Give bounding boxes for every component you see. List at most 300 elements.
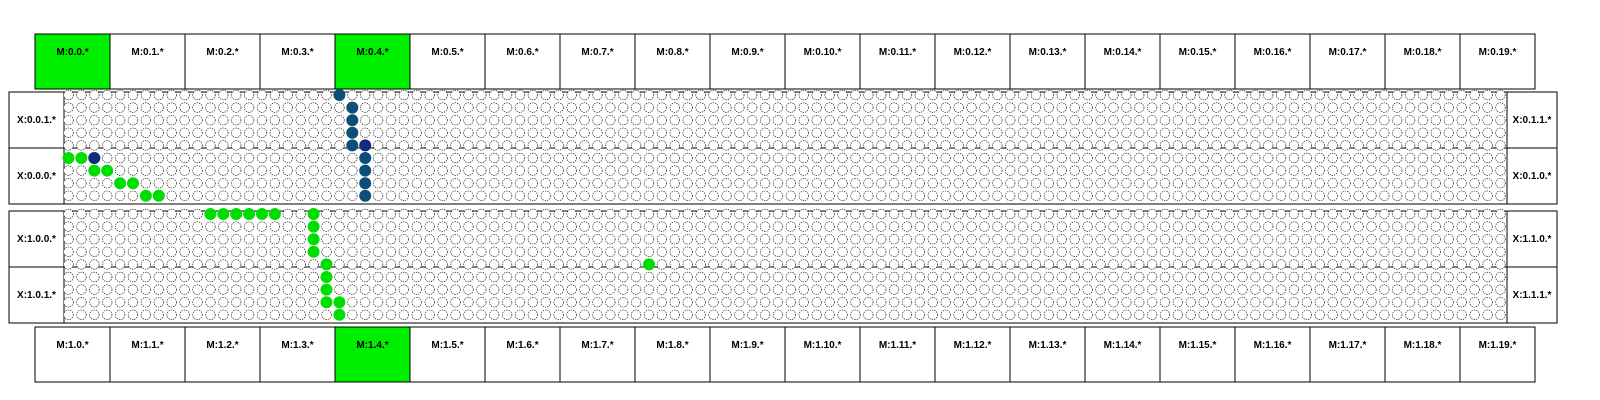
grid-node bbox=[1109, 310, 1119, 320]
grid-node bbox=[657, 128, 667, 138]
grid-node bbox=[889, 222, 899, 232]
grid-node bbox=[954, 103, 964, 113]
grid-node bbox=[760, 166, 770, 176]
grid-node bbox=[851, 222, 861, 232]
grid-node bbox=[541, 209, 551, 219]
grid-node bbox=[851, 272, 861, 282]
grid-node bbox=[773, 260, 783, 270]
grid-node bbox=[502, 234, 512, 244]
grid-node bbox=[399, 153, 409, 163]
grid-node bbox=[283, 166, 293, 176]
grid-node bbox=[1147, 103, 1157, 113]
grid-node bbox=[1057, 103, 1067, 113]
grid-node bbox=[231, 115, 241, 125]
grid-node bbox=[1225, 115, 1235, 125]
grid-node bbox=[838, 191, 848, 201]
module-label: M:0.18.* bbox=[1403, 47, 1442, 58]
grid-node bbox=[1418, 90, 1428, 100]
grid-node bbox=[993, 166, 1003, 176]
grid-node bbox=[1302, 209, 1312, 219]
grid-node bbox=[851, 141, 861, 151]
grid-node bbox=[993, 90, 1003, 100]
grid-node bbox=[773, 90, 783, 100]
module-label: M:1.3.* bbox=[281, 340, 314, 351]
grid-node bbox=[1457, 310, 1467, 320]
grid-node bbox=[154, 285, 164, 295]
module-cell bbox=[485, 327, 560, 382]
grid-node bbox=[477, 310, 487, 320]
grid-node bbox=[1018, 234, 1028, 244]
grid-node bbox=[528, 209, 538, 219]
grid-node bbox=[322, 234, 332, 244]
grid-node bbox=[1263, 310, 1273, 320]
grid-node bbox=[167, 285, 177, 295]
grid-node bbox=[477, 297, 487, 307]
grid-node bbox=[786, 141, 796, 151]
grid-node bbox=[515, 297, 525, 307]
grid-node bbox=[928, 191, 938, 201]
module-cell bbox=[485, 34, 560, 89]
module-cell bbox=[1235, 34, 1310, 89]
grid-node bbox=[64, 272, 74, 282]
grid-node bbox=[1315, 222, 1325, 232]
grid-node bbox=[1173, 103, 1183, 113]
module-cell bbox=[35, 34, 110, 89]
grid-node bbox=[1005, 285, 1015, 295]
grid-node bbox=[309, 90, 319, 100]
grid-node bbox=[735, 115, 745, 125]
grid-node bbox=[180, 141, 190, 151]
grid-node bbox=[296, 297, 306, 307]
grid-node bbox=[967, 247, 977, 257]
grid-node bbox=[1005, 90, 1015, 100]
grid-node bbox=[812, 222, 822, 232]
module-cell bbox=[785, 34, 860, 89]
grid-node bbox=[451, 247, 461, 257]
grid-node bbox=[773, 234, 783, 244]
grid-node bbox=[1444, 141, 1454, 151]
grid-node bbox=[1496, 285, 1506, 295]
grid-node bbox=[128, 310, 138, 320]
grid-node bbox=[219, 260, 229, 270]
grid-node bbox=[1070, 222, 1080, 232]
grid-node bbox=[1083, 222, 1093, 232]
grid-node bbox=[309, 260, 319, 270]
grid-node bbox=[141, 209, 151, 219]
grid-node bbox=[825, 209, 835, 219]
grid-node bbox=[773, 222, 783, 232]
grid-node bbox=[502, 178, 512, 188]
grid-node bbox=[644, 103, 654, 113]
grid-node bbox=[1122, 247, 1132, 257]
grid-node bbox=[1186, 166, 1196, 176]
grid-node bbox=[502, 191, 512, 201]
grid-node bbox=[399, 141, 409, 151]
grid-node bbox=[1173, 222, 1183, 232]
grid-node bbox=[193, 310, 203, 320]
grid-node bbox=[1018, 222, 1028, 232]
grid-node bbox=[373, 222, 383, 232]
grid-node bbox=[993, 141, 1003, 151]
grid-node bbox=[515, 103, 525, 113]
grid-node bbox=[219, 234, 229, 244]
grid-node bbox=[722, 247, 732, 257]
grid-node bbox=[1367, 191, 1377, 201]
grid-node bbox=[1431, 260, 1441, 270]
grid-node bbox=[631, 141, 641, 151]
grid-node bbox=[438, 153, 448, 163]
grid-node bbox=[1457, 260, 1467, 270]
grid-node bbox=[644, 178, 654, 188]
grid-node bbox=[528, 153, 538, 163]
grid-node bbox=[967, 209, 977, 219]
grid-node bbox=[593, 297, 603, 307]
grid-node bbox=[64, 209, 74, 219]
grid-node bbox=[141, 153, 151, 163]
grid-node bbox=[864, 90, 874, 100]
grid-node bbox=[773, 128, 783, 138]
grid-node bbox=[77, 222, 87, 232]
grid-node bbox=[799, 115, 809, 125]
grid-node bbox=[502, 103, 512, 113]
grid-node bbox=[1367, 178, 1377, 188]
grid-node bbox=[1496, 222, 1506, 232]
grid-node bbox=[1186, 128, 1196, 138]
grid-node bbox=[64, 103, 74, 113]
grid-node bbox=[760, 178, 770, 188]
grid-node bbox=[1405, 297, 1415, 307]
grid-node bbox=[1315, 103, 1325, 113]
grid-node bbox=[993, 191, 1003, 201]
grid-node bbox=[747, 115, 757, 125]
grid-node bbox=[799, 191, 809, 201]
grid-node bbox=[618, 222, 628, 232]
grid-node bbox=[180, 115, 190, 125]
grid-node bbox=[902, 234, 912, 244]
grid-node bbox=[670, 153, 680, 163]
grid-node bbox=[154, 115, 164, 125]
grid-node bbox=[657, 115, 667, 125]
grid-node bbox=[154, 103, 164, 113]
grid-node bbox=[1354, 178, 1364, 188]
grid-node bbox=[1212, 272, 1222, 282]
grid-node bbox=[425, 115, 435, 125]
grid-node bbox=[1031, 209, 1041, 219]
grid-node bbox=[1238, 285, 1248, 295]
grid-node bbox=[1238, 247, 1248, 257]
grid-node bbox=[399, 209, 409, 219]
grid-node bbox=[1483, 222, 1493, 232]
grid-node bbox=[489, 272, 499, 282]
grid-node bbox=[102, 141, 112, 151]
grid-node bbox=[864, 310, 874, 320]
grid-node bbox=[1496, 310, 1506, 320]
grid-node bbox=[541, 128, 551, 138]
grid-node bbox=[1302, 297, 1312, 307]
grid-node bbox=[760, 141, 770, 151]
grid-node bbox=[1470, 90, 1480, 100]
grid-node bbox=[1418, 166, 1428, 176]
grid-node bbox=[1444, 285, 1454, 295]
grid-node bbox=[851, 260, 861, 270]
grid-node bbox=[1057, 141, 1067, 151]
grid-node bbox=[696, 285, 706, 295]
grid-node bbox=[618, 115, 628, 125]
grid-node bbox=[1263, 272, 1273, 282]
grid-node bbox=[1496, 103, 1506, 113]
grid-node bbox=[1457, 272, 1467, 282]
grid-node bbox=[167, 103, 177, 113]
grid-node bbox=[348, 234, 358, 244]
grid-node bbox=[864, 115, 874, 125]
grid-node bbox=[915, 234, 925, 244]
grid-node bbox=[889, 297, 899, 307]
grid-node bbox=[528, 115, 538, 125]
grid-node bbox=[515, 222, 525, 232]
grid-node bbox=[928, 178, 938, 188]
module-label: M:0.19.* bbox=[1478, 47, 1517, 58]
grid-node bbox=[1251, 103, 1261, 113]
active-node bbox=[359, 139, 371, 151]
grid-node bbox=[1018, 285, 1028, 295]
grid-node bbox=[1431, 297, 1441, 307]
grid-node bbox=[1096, 285, 1106, 295]
grid-node bbox=[1031, 222, 1041, 232]
grid-node bbox=[193, 260, 203, 270]
grid-node bbox=[489, 209, 499, 219]
grid-node bbox=[399, 272, 409, 282]
grid-node bbox=[1444, 128, 1454, 138]
grid-node bbox=[1212, 191, 1222, 201]
grid-node bbox=[722, 141, 732, 151]
grid-node bbox=[567, 115, 577, 125]
grid-node bbox=[64, 222, 74, 232]
grid-node bbox=[838, 310, 848, 320]
grid-node bbox=[915, 141, 925, 151]
grid-node bbox=[270, 285, 280, 295]
grid-node bbox=[1147, 209, 1157, 219]
grid-node bbox=[1328, 153, 1338, 163]
grid-node bbox=[799, 260, 809, 270]
grid-node bbox=[1096, 128, 1106, 138]
grid-node bbox=[1225, 166, 1235, 176]
side-label-right: X:0.1.1.* bbox=[1512, 115, 1552, 126]
grid-node bbox=[309, 272, 319, 282]
grid-node bbox=[812, 166, 822, 176]
grid-node bbox=[1431, 90, 1441, 100]
grid-node bbox=[735, 166, 745, 176]
grid-node bbox=[1122, 297, 1132, 307]
grid-node bbox=[889, 178, 899, 188]
grid-node bbox=[1005, 166, 1015, 176]
grid-node bbox=[889, 128, 899, 138]
grid-node bbox=[593, 128, 603, 138]
grid-node bbox=[373, 234, 383, 244]
grid-node bbox=[1225, 247, 1235, 257]
grid-node bbox=[618, 103, 628, 113]
grid-node bbox=[128, 141, 138, 151]
grid-node bbox=[1315, 141, 1325, 151]
side-label-right: X:1.1.0.* bbox=[1512, 234, 1552, 245]
grid-node bbox=[1109, 222, 1119, 232]
grid-node bbox=[1186, 103, 1196, 113]
grid-node bbox=[554, 234, 564, 244]
grid-node bbox=[1160, 222, 1170, 232]
grid-node bbox=[567, 285, 577, 295]
grid-node bbox=[1238, 191, 1248, 201]
grid-node bbox=[489, 260, 499, 270]
grid-node bbox=[1018, 209, 1028, 219]
grid-node bbox=[489, 247, 499, 257]
grid-node bbox=[657, 297, 667, 307]
grid-node bbox=[1405, 234, 1415, 244]
grid-node bbox=[941, 260, 951, 270]
grid-node bbox=[77, 178, 87, 188]
grid-node bbox=[567, 234, 577, 244]
grid-node bbox=[1070, 153, 1080, 163]
grid-node bbox=[1212, 260, 1222, 270]
grid-node bbox=[1315, 90, 1325, 100]
grid-node bbox=[670, 115, 680, 125]
grid-node bbox=[115, 103, 125, 113]
grid-node bbox=[489, 310, 499, 320]
grid-node bbox=[283, 103, 293, 113]
grid-node bbox=[335, 141, 345, 151]
grid-node bbox=[296, 310, 306, 320]
grid-node bbox=[864, 128, 874, 138]
grid-node bbox=[709, 234, 719, 244]
grid-node bbox=[683, 234, 693, 244]
grid-node bbox=[554, 191, 564, 201]
grid-node bbox=[386, 103, 396, 113]
grid-node bbox=[1005, 234, 1015, 244]
grid-node bbox=[864, 191, 874, 201]
grid-node bbox=[1470, 247, 1480, 257]
grid-node bbox=[244, 260, 254, 270]
grid-node bbox=[489, 297, 499, 307]
grid-node bbox=[167, 141, 177, 151]
grid-node bbox=[786, 153, 796, 163]
grid-node bbox=[670, 191, 680, 201]
grid-node bbox=[141, 285, 151, 295]
grid-node bbox=[115, 141, 125, 151]
grid-node bbox=[1186, 272, 1196, 282]
grid-node bbox=[1186, 285, 1196, 295]
grid-node bbox=[219, 285, 229, 295]
grid-node bbox=[567, 260, 577, 270]
grid-node bbox=[554, 90, 564, 100]
grid-node bbox=[1354, 191, 1364, 201]
grid-node bbox=[1147, 90, 1157, 100]
grid-node bbox=[1109, 285, 1119, 295]
grid-node bbox=[876, 297, 886, 307]
grid-node bbox=[322, 141, 332, 151]
module-cell bbox=[1310, 327, 1385, 382]
grid-node bbox=[747, 153, 757, 163]
grid-node bbox=[296, 272, 306, 282]
module-label: M:1.10.* bbox=[803, 340, 842, 351]
grid-node bbox=[709, 103, 719, 113]
grid-node bbox=[335, 178, 345, 188]
module-label: M:1.4.* bbox=[356, 340, 389, 351]
grid-node bbox=[128, 166, 138, 176]
grid-node bbox=[1263, 209, 1273, 219]
grid-node bbox=[515, 234, 525, 244]
grid-node bbox=[399, 310, 409, 320]
module-label: M:0.1.* bbox=[131, 47, 164, 58]
grid-node bbox=[270, 260, 280, 270]
grid-node bbox=[219, 310, 229, 320]
grid-node bbox=[851, 247, 861, 257]
grid-node bbox=[954, 141, 964, 151]
grid-node bbox=[786, 191, 796, 201]
grid-node bbox=[231, 90, 241, 100]
grid-node bbox=[838, 115, 848, 125]
grid-node bbox=[1225, 222, 1235, 232]
grid-node bbox=[786, 222, 796, 232]
grid-node bbox=[773, 103, 783, 113]
grid-node bbox=[1160, 285, 1170, 295]
grid-node bbox=[1470, 222, 1480, 232]
module-cell bbox=[935, 327, 1010, 382]
grid-node bbox=[593, 153, 603, 163]
grid-node bbox=[102, 128, 112, 138]
grid-node bbox=[786, 128, 796, 138]
grid-node bbox=[773, 115, 783, 125]
grid-node bbox=[1109, 128, 1119, 138]
grid-node bbox=[1070, 90, 1080, 100]
grid-node bbox=[1367, 153, 1377, 163]
grid-node bbox=[154, 272, 164, 282]
grid-node bbox=[1109, 234, 1119, 244]
grid-node bbox=[747, 128, 757, 138]
grid-node bbox=[1147, 260, 1157, 270]
grid-node bbox=[1457, 166, 1467, 176]
grid-node bbox=[1031, 141, 1041, 151]
grid-node bbox=[644, 128, 654, 138]
grid-node bbox=[1238, 128, 1248, 138]
grid-node bbox=[709, 285, 719, 295]
grid-node bbox=[477, 141, 487, 151]
grid-node bbox=[1134, 90, 1144, 100]
grid-node bbox=[1392, 166, 1402, 176]
grid-node bbox=[1199, 153, 1209, 163]
grid-node bbox=[399, 115, 409, 125]
active-node bbox=[140, 190, 152, 202]
grid-node bbox=[348, 285, 358, 295]
grid-node bbox=[1380, 297, 1390, 307]
grid-node bbox=[206, 247, 216, 257]
grid-node bbox=[554, 128, 564, 138]
grid-node bbox=[244, 191, 254, 201]
grid-node bbox=[257, 272, 267, 282]
module-label: M:0.15.* bbox=[1178, 47, 1217, 58]
grid-node bbox=[90, 260, 100, 270]
grid-node bbox=[915, 310, 925, 320]
grid-node bbox=[735, 310, 745, 320]
grid-node bbox=[1147, 222, 1157, 232]
grid-node bbox=[115, 222, 125, 232]
grid-node bbox=[876, 222, 886, 232]
grid-node bbox=[386, 153, 396, 163]
grid-node bbox=[747, 310, 757, 320]
grid-node bbox=[851, 310, 861, 320]
active-node bbox=[333, 89, 345, 101]
grid-node bbox=[464, 128, 474, 138]
grid-node bbox=[373, 153, 383, 163]
grid-node bbox=[760, 115, 770, 125]
grid-node bbox=[322, 209, 332, 219]
